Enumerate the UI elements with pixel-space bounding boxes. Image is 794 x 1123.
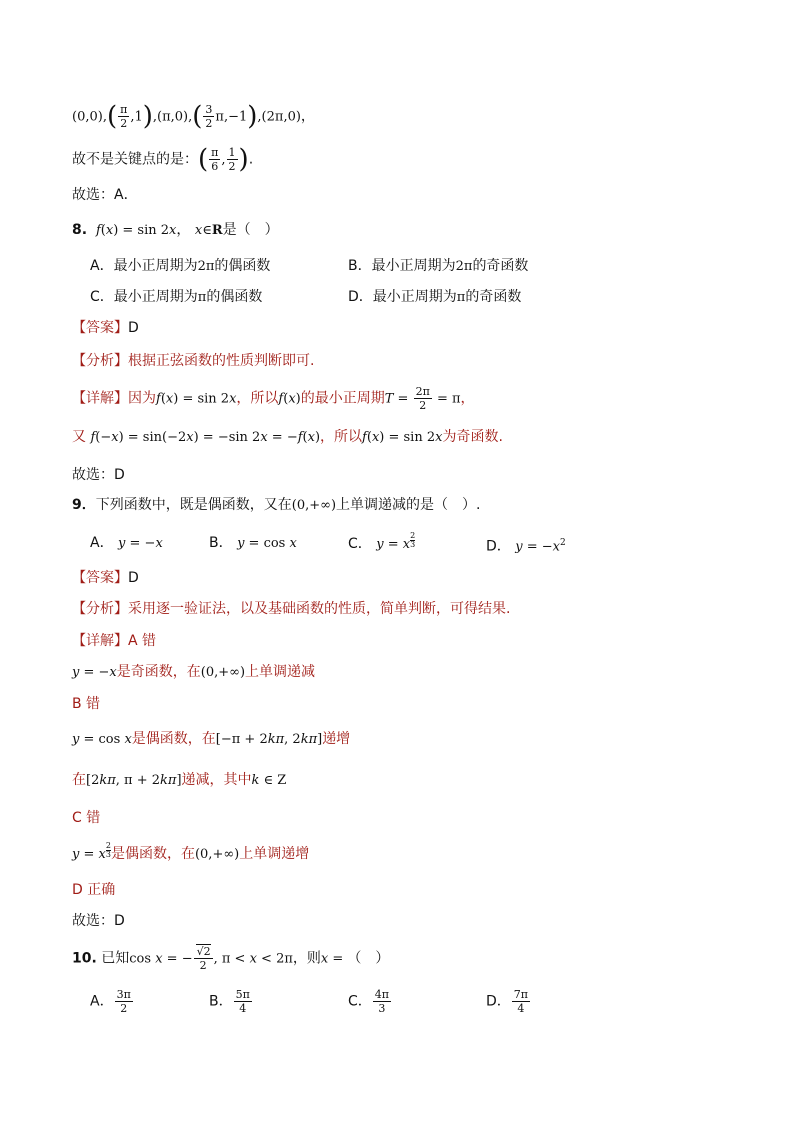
q9-option-a: A． y = −x <box>90 535 163 551</box>
q8-also: 又 f(−x) = sin(−2x) = −sin 2x = −f(x)，所以f(x) = sin 2x为奇函数. <box>72 429 503 445</box>
q9-choose: 故选：D <box>72 913 125 929</box>
q8-option-a: A．最小正周期为2π的偶函数 <box>90 258 271 274</box>
q10-option-b: B． $\frac{5\pi}{4}$ <box>209 988 250 1015</box>
q9-option-c: C． y = x $\frac{2}{3}$ <box>348 531 416 552</box>
q8-choose: 故选：D <box>72 467 125 483</box>
q8-answer: 【答案】D <box>72 320 139 336</box>
q9-b-wrong: B 错 <box>72 696 101 712</box>
q8-stem: 8. f(x) = sin 2x， x∈R是（ ） <box>72 222 279 238</box>
q8-analysis: 【分析】根据正弦函数的性质判断即可. <box>72 353 315 369</box>
q8-option-c: C．最小正周期为π的偶函数 <box>90 289 263 305</box>
q8-option-b: B．最小正周期为2π的奇函数 <box>348 258 529 274</box>
q9-option-d: D． $y = -x^2$ <box>486 538 566 555</box>
q9-c-wrong: C 错 <box>72 810 101 826</box>
q9-answer: 【答案】D <box>72 570 139 586</box>
q9-b-explain: y = cos x是偶函数，在[−π + 2kπ, 2kπ]递增 <box>72 731 351 747</box>
prev-answer-line: 故选：A． <box>72 187 138 203</box>
q10-option-a: A． $\frac{3\pi}{2}$ <box>90 988 131 1015</box>
q9-a-explain: y = −x是奇函数，在(0,+∞)上单调递减 <box>72 664 316 680</box>
q8-detail: 【详解】因为f(x) = sin 2x，所以f(x)的最小正周期T = $\frac{2\pi}{2}$ = π， <box>72 385 475 412</box>
q8-option-d: D．最小正周期为π的奇函数 <box>348 289 522 305</box>
key-points-line: (0,0),( $\frac{\pi}{2}$ ,1),(π,0),( $\frac{3}{2}$ π,−1),(2π,0)， <box>72 101 315 132</box>
q9-option-b: B． y = cos x <box>209 535 297 551</box>
q9-analysis: 【分析】采用逐一验证法，以及基础函数的性质，简单判断，可得结果. <box>72 601 511 617</box>
q9-c-explain: y = x $\frac{2}{3}$ 是偶函数，在(0,+∞)上单调递增 <box>72 841 310 862</box>
q9-d-right: D 正确 <box>72 882 116 898</box>
q10-stem: 10. 已知cos x = − $\frac{√2}{2}$ , π < x < 2π，则x = （ ） <box>72 945 390 972</box>
q9-detail: 【详解】A 错 <box>72 633 157 649</box>
not-key-point-line: 故不是关键点的是：( $\frac{\pi}{6}$ , $\frac{1}{2}$ ). <box>72 144 254 175</box>
q10-option-d: D． $\frac{7\pi}{4}$ <box>486 988 529 1015</box>
q9-b-explain-2: 在[2kπ, π + 2kπ]递减，其中k ∈ Z <box>72 772 287 788</box>
q9-stem: 9．下列函数中，既是偶函数，又在(0,+∞)上单调递减的是（ ）. <box>72 497 481 513</box>
q10-option-c: C． $\frac{4\pi}{3}$ <box>348 988 390 1015</box>
